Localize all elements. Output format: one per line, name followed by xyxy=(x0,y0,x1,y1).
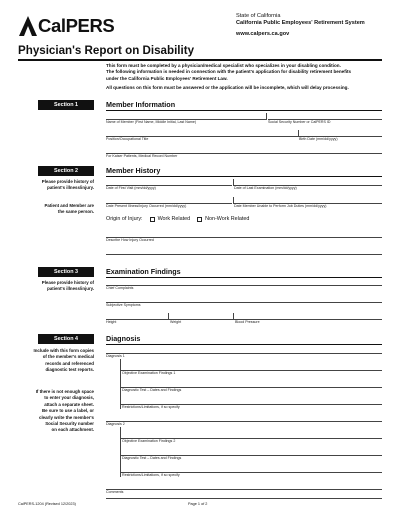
intro-warning: All questions on this form must be answered or the application will be incomplete, which will delay processing. xyxy=(106,85,349,91)
section-1-bar: Section 1 xyxy=(38,100,94,110)
injury-description-line-2[interactable] xyxy=(106,254,382,255)
section-2-note xyxy=(14,179,94,192)
note-line: patient's illness/injury. xyxy=(47,185,94,191)
work-related-checkbox[interactable] xyxy=(150,217,155,222)
agency-state: State of California xyxy=(236,13,281,19)
height-label: Height xyxy=(106,320,117,324)
note-line: Please provide history of xyxy=(41,179,94,184)
section-4-rule xyxy=(106,344,382,345)
chief-complaints-label: Chief Complaints xyxy=(106,286,134,290)
position-title-label: Position/Occupational Title xyxy=(106,137,149,141)
note-line: on each attachment. xyxy=(51,427,94,433)
note-line: Be sure to use a label, or xyxy=(42,408,94,414)
note-line: records and referenced xyxy=(45,360,94,366)
birth-date-label: Birth Date (mm/dd/yyyy) xyxy=(299,137,338,141)
logo-text: CalPERS xyxy=(38,15,115,36)
section-2-note-2 xyxy=(14,203,94,216)
ssn-label: Social Security Number or CalPERS ID xyxy=(268,120,331,124)
origin-label: Origin of Injury: xyxy=(106,216,143,222)
note-line: diagnostic test reports. xyxy=(45,367,94,373)
intro-line: under the California Public Employees' Retirement Law. xyxy=(106,75,228,81)
field-separator xyxy=(298,130,299,137)
injury-description-label: Describe How Injury Occurred xyxy=(106,238,154,242)
intro-line: The following information is needed in connection with the patient's application for disability retirement benefits xyxy=(106,69,352,75)
note-line: clearly write the member's xyxy=(39,414,94,420)
kaiser-record-label: For Kaiser Patients, Medical Record Number xyxy=(106,154,178,158)
field-separator xyxy=(168,313,169,320)
diagnostic-test-1-label: Diagnostic Test – Dates and Findings xyxy=(122,388,182,392)
injury-date-label: Date Present Illness/Injury Occurred (mm/dd/yyyy) xyxy=(106,204,187,208)
diagnosis-1-bracket xyxy=(120,359,121,409)
section-3-bar: Section 3 xyxy=(38,267,94,277)
non-work-related-checkbox[interactable] xyxy=(197,217,202,222)
field-separator xyxy=(233,197,234,204)
first-visit-label: Date of First Visit (mm/dd/yyyy) xyxy=(106,186,156,190)
note-line: of the member's medical xyxy=(42,354,94,360)
note-line: Include with this form copies xyxy=(33,348,94,353)
comments-label: Comments xyxy=(106,490,124,494)
diagnostic-test-2-label: Diagnostic Test – Dates and Findings xyxy=(122,456,182,460)
form-title: Physician's Report on Disability xyxy=(18,44,195,57)
non-work-related-label: Non-Work Related xyxy=(205,216,250,222)
section-4-bar: Section 4 xyxy=(38,334,94,344)
last-exam-label: Date of Last Examination (mm/dd/yyyy) xyxy=(234,186,297,190)
agency-block xyxy=(236,13,365,39)
field-separator xyxy=(233,313,234,320)
section-3-title: Examination Findings xyxy=(106,267,181,276)
note-line: the same person. xyxy=(57,209,94,215)
note-line: attach a separate sheet. xyxy=(44,401,94,407)
calpers-logo-icon xyxy=(18,14,38,38)
section-4-note xyxy=(14,348,94,374)
section-1-title: Member Information xyxy=(106,100,176,109)
restrictions-2-label: Restrictions/Limitations, if so specify xyxy=(122,473,180,477)
note-line: to enter your diagnosis, xyxy=(44,395,94,401)
field-separator xyxy=(266,113,267,120)
agency-name: California Public Employees' Retirement System xyxy=(236,20,365,27)
title-divider xyxy=(18,59,382,61)
chief-complaints-input[interactable] xyxy=(106,285,382,286)
section-4-title: Diagnosis xyxy=(106,334,141,343)
section-2-bar: Section 2 xyxy=(38,166,94,176)
note-line: Please provide history of xyxy=(41,280,94,285)
diagnosis-2-input[interactable] xyxy=(106,421,382,422)
objective-findings-2-label: Objective Examination Findings 2 xyxy=(122,439,176,443)
origin-of-injury xyxy=(106,216,249,222)
diagnosis-2-label: Diagnosis 2 xyxy=(106,422,125,426)
comments-line-2[interactable] xyxy=(106,498,382,499)
diagnosis-1-input[interactable] xyxy=(106,353,382,354)
unable-date-label: Date Member Unable to Perform Job Duties (mm/dd/yyyy) xyxy=(234,204,327,208)
diagnosis-1-label: Diagnosis 1 xyxy=(106,354,125,358)
page-number: Page 1 of 2 xyxy=(188,502,208,506)
note-line: If there is not enough space xyxy=(35,389,94,394)
member-name-label: Name of Member (First Name, Middle Initial, Last Name) xyxy=(106,120,197,124)
subjective-symptoms-label: Subjective Symptoms xyxy=(106,303,141,307)
form-id: CalPERS-1204 (Revised 12/2023) xyxy=(18,502,76,506)
field-separator xyxy=(233,179,234,186)
intro-line: This form must be completed by a physician/medical specialist who specializes in your disabling condition. xyxy=(106,63,341,68)
comments-input[interactable] xyxy=(106,489,382,490)
blood-pressure-label: Blood Pressure xyxy=(235,320,260,324)
calpers-logo xyxy=(18,14,148,38)
note-line: patient's illness/injury. xyxy=(47,286,94,292)
section-4-note-2 xyxy=(14,389,94,434)
subjective-symptoms-input[interactable] xyxy=(106,302,382,303)
section-2-title: Member History xyxy=(106,166,161,175)
section-2-rule xyxy=(106,176,382,177)
intro-text xyxy=(106,63,386,92)
section-3-note xyxy=(14,280,94,293)
note-line: Social Security number xyxy=(45,421,94,427)
agency-website-link[interactable]: www.calpers.ca.gov xyxy=(236,31,290,38)
section-3-rule xyxy=(106,277,382,278)
section-1-rule xyxy=(106,110,382,111)
weight-label: Weight xyxy=(170,320,182,324)
note-line: Patient and Member are xyxy=(44,203,94,208)
work-related-label: Work Related xyxy=(157,216,191,222)
diagnosis-2-bracket xyxy=(120,427,121,477)
restrictions-1-label: Restrictions/Limitations, if so specify xyxy=(122,405,180,409)
objective-findings-1-label: Objective Examination Findings 1 xyxy=(122,371,176,375)
